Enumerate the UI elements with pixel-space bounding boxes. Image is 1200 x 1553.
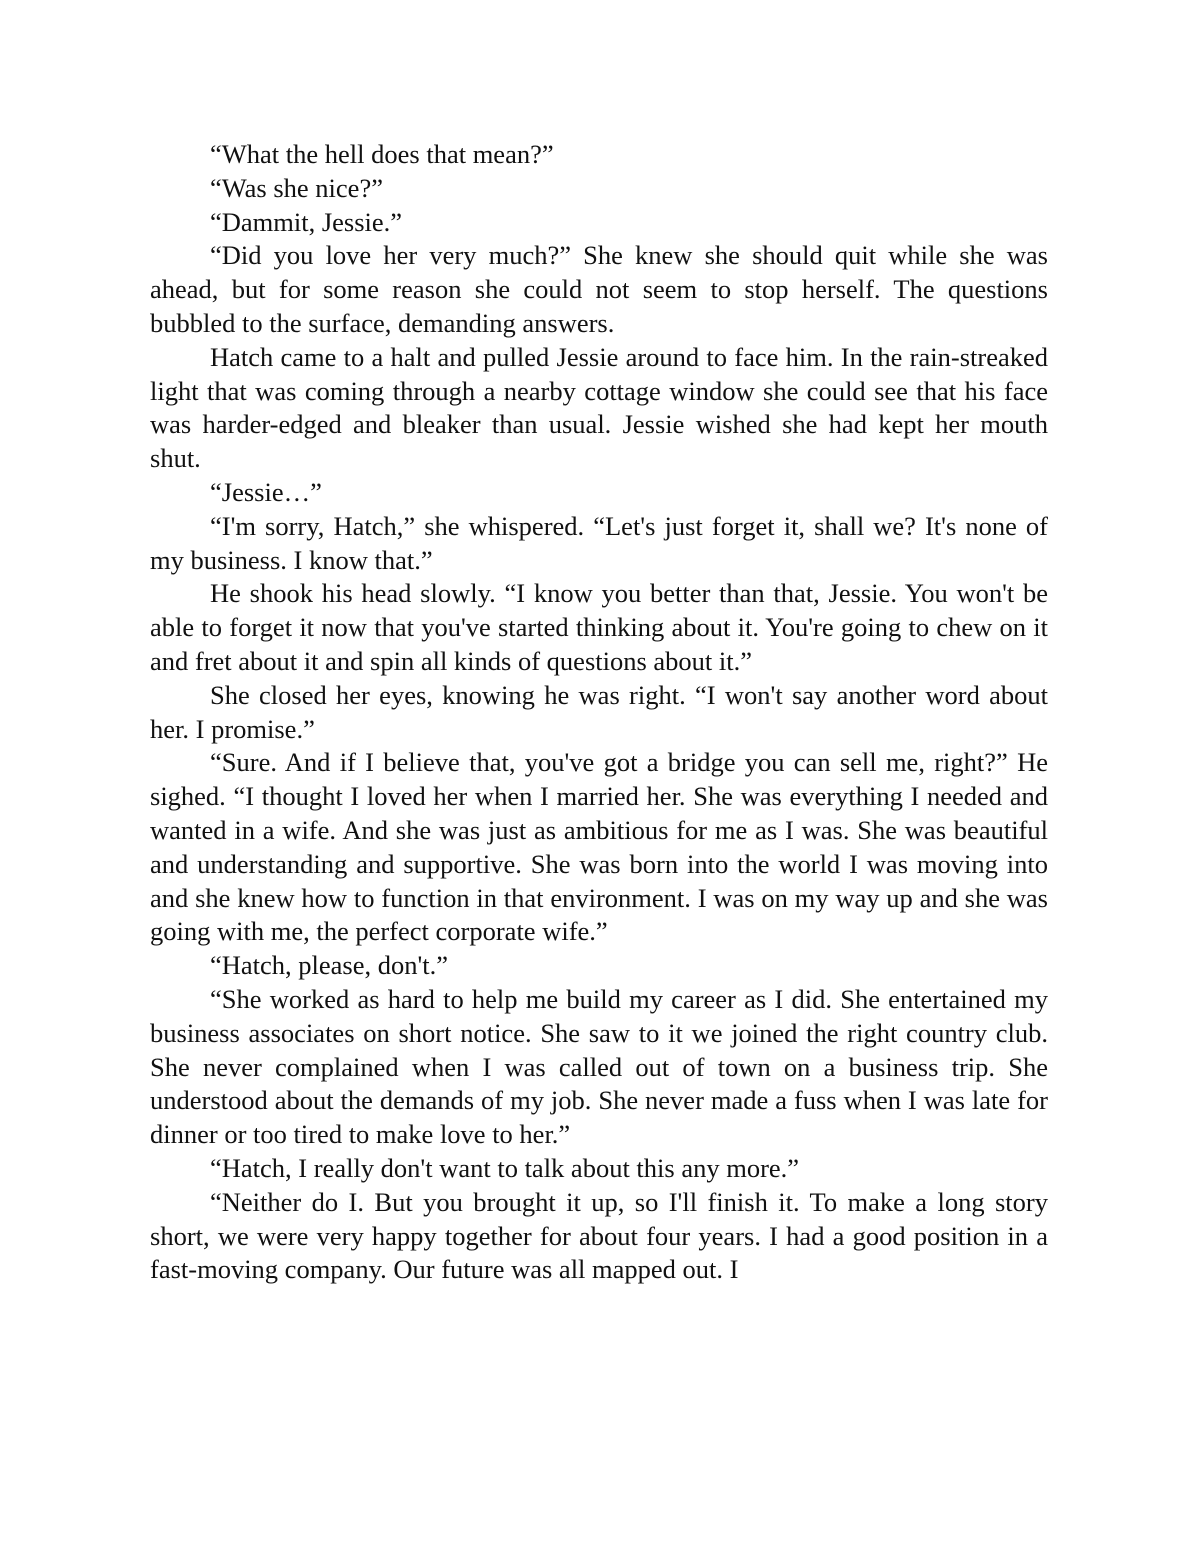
paragraph: “Hatch, I really don't want to talk about this any more.” bbox=[210, 1152, 800, 1183]
paragraph: “She worked as hard to help me build my career as I did. She entertained my business associates on short notice. She saw to it we joined the right country club. She never complained when I was called out of town on a business trip. She understood about the demands of my job. She never made a fuss when I was late for dinner or too tired to make love to her.” bbox=[150, 983, 1048, 1150]
paragraph: “Hatch, please, don't.” bbox=[210, 950, 449, 981]
paragraph: “Was she nice?” bbox=[210, 172, 383, 203]
paragraph: “Neither do I. But you brought it up, so I'll finish it. To make a long story short, we were very happy together for about four years. I had a good position in a fast-moving company. Our future was all mapped out. I bbox=[150, 1186, 1048, 1285]
paragraph: “What the hell does that mean?” bbox=[210, 139, 554, 169]
paragraph: “I'm sorry, Hatch,” she whispered. “Let's just forget it, shall we? It's none of my business. I know that.” bbox=[150, 510, 1048, 575]
paragraph: She closed her eyes, knowing he was right. “I won't say another word about her. I promise.” bbox=[150, 679, 1048, 744]
paragraph: Hatch came to a halt and pulled Jessie around to face him. In the rain-streaked light that was coming through a nearby cottage window she could see that his face was harder-edged and bleaker than usual. Jessie wished she had kept her mouth shut. bbox=[150, 341, 1048, 474]
paragraph: He shook his head slowly. “I know you better than that, Jessie. You won't be able to forget it now that you've started thinking about it. You're going to chew on it and fret about it and spin all kinds of questions about it.” bbox=[150, 578, 1048, 676]
paragraph: “Sure. And if I believe that, you've got a bridge you can sell me, right?” He sighed. “I thought I loved her when I married her. She was everything I needed and wanted in a wife. And she was just as ambitious for me as I was. She was beautiful and understanding and supportive. She was born into the world I was moving into and she knew how to function in that environment. I was on my way up and she was going with me, the perfect corporate wife.” bbox=[150, 747, 1048, 947]
paragraph: “Dammit, Jessie.” bbox=[210, 206, 403, 237]
paragraph: “Did you love her very much?” She knew she should quit while she was ahead, but for some reason she could not seem to stop herself. The questions bubbled to the surface, demanding answers. bbox=[150, 240, 1048, 338]
paragraph: “Jessie…” bbox=[210, 476, 322, 507]
page-body bbox=[150, 138, 1048, 1287]
